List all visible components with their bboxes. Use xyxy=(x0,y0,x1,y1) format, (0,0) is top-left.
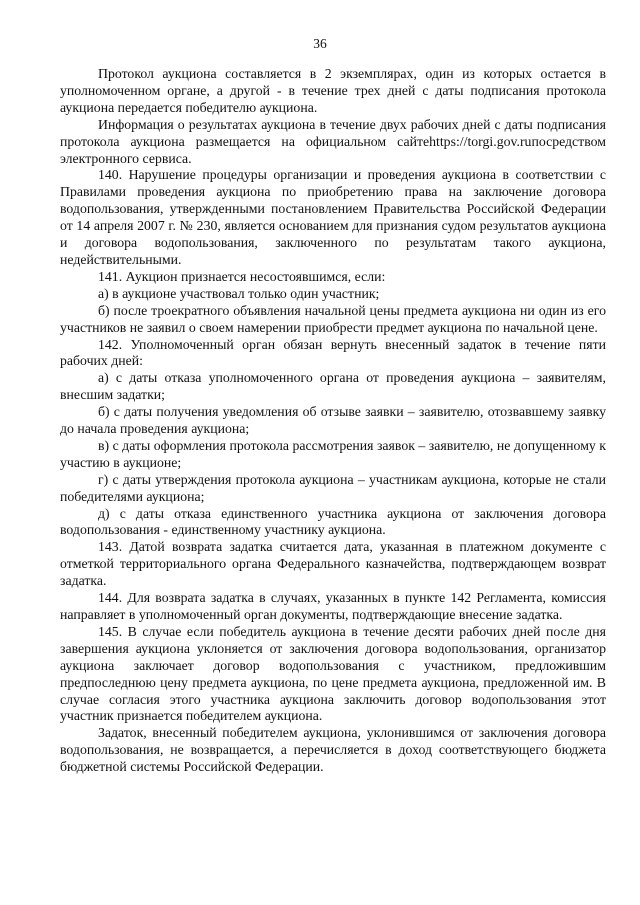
paragraph-141-a: а) в аукционе участвовал только один участник; xyxy=(98,285,380,301)
paragraph-143: 143. Датой возврата задатка считается дата, указанная в платежном документе с отметкой территориального органа Федерального казначейства, подтверждающем возврат задатка. xyxy=(60,539,606,589)
paragraph-141-b: б) после троекратного объявления начальной цены предмета аукциона ни один из его участников не заявил о своем намерении приобрести предмет аукциона по начальной цене. xyxy=(60,302,606,335)
paragraph-142-b: б) с даты получения уведомления об отзыве заявки – заявителю, отозвавшему заявку до начала проведения аукциона; xyxy=(60,404,606,437)
paragraph-deposit: Задаток, внесенный победителем аукциона, уклонившимся от заключения договора водопользования, не возвращается, а перечисляется в доход соответствующего бюджета бюджетной системы Российской Федерации. xyxy=(60,725,606,775)
paragraph-141: 141. Аукцион признается несостоявшимся, если: xyxy=(98,268,386,284)
paragraph-results-info: Информация о результатах аукциона в течение двух рабочих дней с даты подписания протокола аукциона размещается на официальном сайтеhttps://torgi.gov.ruпосредством электронного сервиса. xyxy=(60,116,606,166)
paragraph-142-a: а) с даты отказа уполномоченного органа от проведения аукциона – заявителям, внесшим задатки; xyxy=(60,370,606,403)
paragraph-140: 140. Нарушение процедуры организации и проведения аукциона в соответствии с Правилами проведения аукциона по приобретению права на заключение договора водопользования, утвержденными постановлением Правительства Российской Федерации от 14 апреля 2007 г. № 230, является основанием для признания судом результатов аукциона и договора водопользования, заключенного по результатам такого аукциона, недействительными. xyxy=(60,167,606,267)
paragraph-145: 145. В случае если победитель аукциона в течение десяти рабочих дней после дня завершения аукциона уклоняется от заключения договора водопользования, организатор аукциона заключает договор водопользования с участником, предложившим предпоследнюю цену предмета аукциона, по цене предмета аукциона, предложенной им. В случае согласия этого участника аукциона заключить договор водопользования этот участник признается победителем аукциона. xyxy=(60,623,606,724)
paragraph-protocol-copies: Протокол аукциона составляется в 2 экземплярах, один из которых остается в уполномоченном органе, а другой - в течение трех дней с даты подписания протокола аукциона передается победителю аукциона. xyxy=(60,66,606,115)
paragraph-144: 144. Для возврата задатка в случаях, указанных в пункте 142 Регламента, комиссия направляет в уполномоченный орган документы, подтверждающие внесение задатка. xyxy=(60,590,606,622)
document-body xyxy=(60,66,606,776)
paragraph-142-d: д) с даты отказа единственного участника аукциона от заключения договора водопользования - единственному участнику аукциона. xyxy=(60,505,606,538)
page-number: 36 xyxy=(313,36,327,51)
paragraph-142-g: г) с даты утверждения протокола аукциона – участникам аукциона, которые не стали победителями аукциона; xyxy=(60,471,606,504)
paragraph-142: 142. Уполномоченный орган обязан вернуть внесенный задаток в течение пяти рабочих дней: xyxy=(60,336,606,369)
paragraph-142-v: в) с даты оформления протокола рассмотрения заявок – заявителю, не допущенному к участию в аукционе; xyxy=(60,437,606,470)
